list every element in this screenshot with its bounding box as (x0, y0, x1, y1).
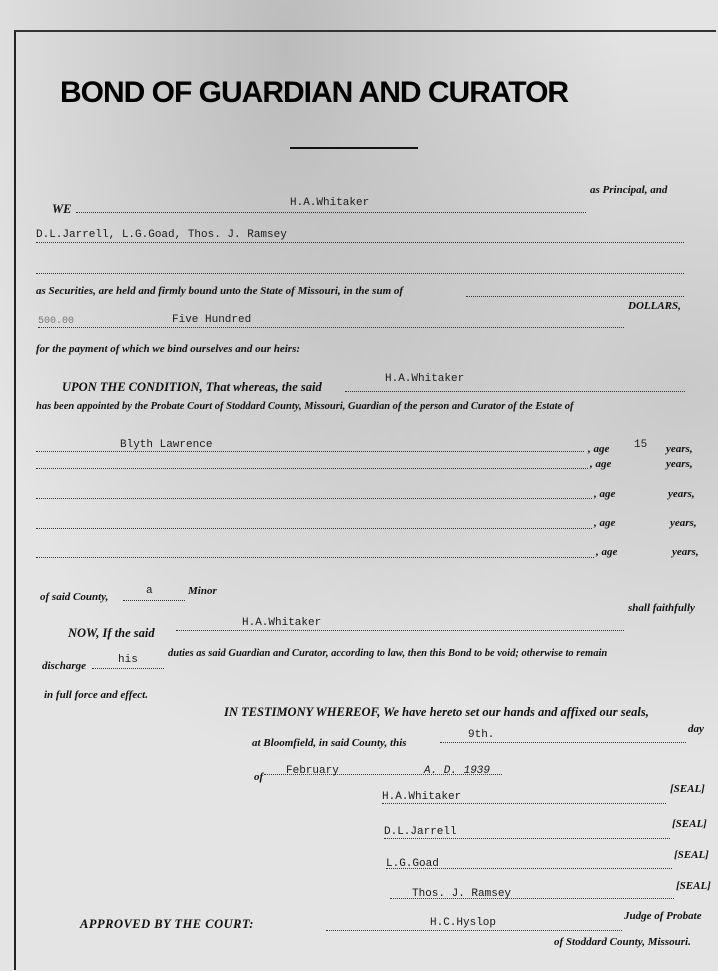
title-rule (290, 147, 418, 149)
principal-suffix: as Principal, and (590, 184, 668, 196)
county-line (123, 600, 185, 601)
ward-age-label: , age (594, 488, 616, 500)
document-title: BOND OF GUARDIAN AND CURATOR (60, 76, 569, 109)
seal-label: [SEAL] (672, 818, 707, 830)
sum-line (38, 327, 624, 328)
now-name: H.A.Whitaker (242, 617, 322, 629)
month-value: February (286, 765, 339, 777)
ward-name-line (36, 498, 592, 499)
ward-age: 15 (634, 439, 648, 451)
place-text: at Bloomfield, in said County, this (252, 737, 407, 749)
judge-line (326, 930, 622, 931)
judge-name: H.C.Hyslop (430, 917, 497, 929)
full-force-text: in full force and effect. (44, 689, 148, 701)
appointment-text: has been appointed by the Probate Court of Stoddard County, Missouri, Guardian of the person and Curator of the Estate of (36, 401, 574, 412)
testimony-text: IN TESTIMONY WHEREOF, We have hereto set our hands and affixed our seals, (224, 705, 649, 719)
county-article: a (146, 585, 153, 597)
dollars-label: DOLLARS, (628, 300, 681, 312)
day-line (440, 742, 686, 743)
seal-label: [SEAL] (674, 849, 709, 861)
ad-year: A. D. 1939 (424, 765, 491, 777)
principal-line (76, 212, 586, 213)
discharge-line (92, 668, 164, 669)
signature-name: D.L.Jarrell (384, 826, 457, 838)
ward-name-line (36, 451, 584, 452)
ward-age-label: , age (594, 517, 616, 529)
now-lead: NOW, If the said (68, 626, 155, 640)
ward-age-label: , age (590, 458, 612, 470)
we-label: WE (52, 202, 72, 216)
day-label: day (688, 723, 704, 735)
signature-line (382, 803, 666, 804)
ward-name-line (36, 468, 588, 469)
minor-label: Minor (188, 585, 217, 597)
signature-name: Thos. J. Ramsey (412, 888, 512, 900)
condition-line (345, 391, 685, 392)
ward-years-label: years, (672, 546, 699, 558)
securities-text: as Securities, are held and firmly bound unto the State of Missouri, in the sum of (36, 285, 404, 297)
ward-years-label: years, (668, 488, 695, 500)
ward-years-label: years, (670, 517, 697, 529)
of-label: of (254, 771, 264, 783)
seal-label: [SEAL] (676, 880, 711, 892)
shall-faithfully: shall faithfully (628, 602, 695, 614)
securities-line-1 (36, 242, 684, 243)
page-border (14, 30, 716, 970)
seal-label: [SEAL] (670, 783, 705, 795)
ward-name: Blyth Lawrence (120, 439, 213, 451)
signature-line (384, 838, 670, 839)
now-line (176, 630, 624, 631)
signature-name: L.G.Goad (386, 858, 439, 870)
payment-text: for the payment of which we bind ourselves and our heirs: (36, 343, 301, 355)
signature-name: H.A.Whitaker (382, 791, 462, 803)
discharge-text: duties as said Guardian and Curator, according to law, then this Bond to be void; otherwise to remain (168, 648, 608, 659)
approved-label: APPROVED BY THE COURT: (80, 917, 254, 931)
day-value: 9th. (468, 729, 495, 741)
ward-name-line (36, 528, 592, 529)
ward-age-label: , age (588, 443, 610, 455)
sum-line-top (466, 296, 684, 297)
judge-title: Judge of Probate (624, 910, 702, 922)
signature-line (386, 868, 672, 869)
judge-county: of Stoddard County, Missouri. (554, 936, 691, 948)
securities-line-2 (36, 273, 684, 274)
ward-years-label: years, (666, 458, 693, 470)
discharge-pronoun: his (118, 654, 138, 666)
signature-line (390, 898, 674, 899)
securities-names: D.L.Jarrell, L.G.Goad, Thos. J. Ramsey (36, 229, 287, 241)
condition-name: H.A.Whitaker (385, 373, 465, 385)
sum-margin-note: 500.00 (38, 316, 75, 327)
condition-lead: UPON THE CONDITION, That whereas, the said (62, 380, 322, 394)
discharge-lead: discharge (42, 660, 86, 672)
principal-name: H.A.Whitaker (290, 197, 370, 209)
ward-age-label: , age (596, 546, 618, 558)
sum-amount: Five Hundred (172, 314, 252, 326)
ward-name-line (36, 557, 594, 558)
ward-years-label: years, (666, 443, 693, 455)
county-prefix: of said County, (40, 591, 109, 603)
